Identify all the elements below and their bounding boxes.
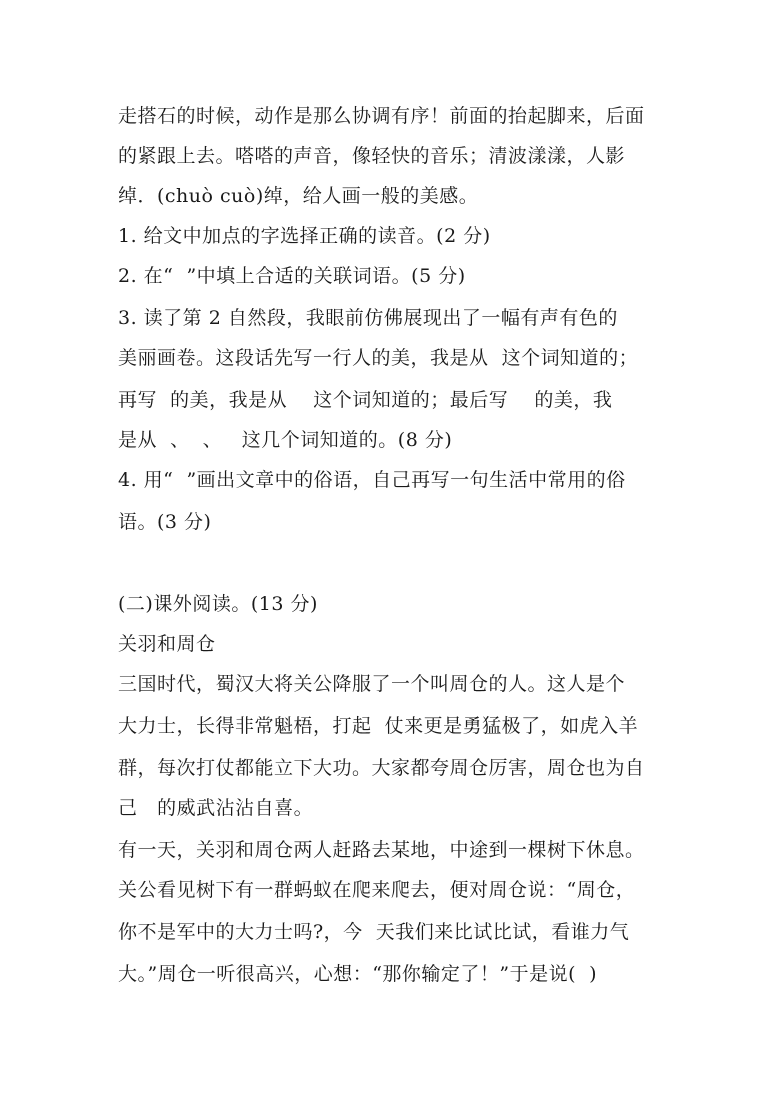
text-line: 的紧跟上去。嗒嗒的声音，像轻快的音乐；清波漾漾，人影: [118, 145, 626, 167]
story-line: 大。”周仓一听很高兴，心想：“那你输定了！”于是说( ): [118, 963, 598, 985]
story-line: 己 的威武沾沾自喜。: [118, 797, 314, 819]
section-heading: (二)课外阅读。(13 分): [118, 593, 318, 615]
story-line: 群，每次打仗都能立下大功。大家都夸周仓厉害，周仓也为自: [118, 757, 645, 779]
story-line: 关公看见树下有一群蚂蚁在爬来爬去，便对周仓说：“周仓，: [118, 879, 636, 901]
story-line: 你不是军中的大力士吗?，今 天我们来比试比试，看谁力气: [118, 921, 630, 943]
question-4: 4. 用“ ”画出文章中的俗语，自己再写一句生活中常用的俗: [118, 469, 626, 491]
story-line: 有一天，关羽和周仓两人赶路去某地，中途到一棵树下休息。: [118, 839, 645, 861]
text-line: 走搭石的时候，动作是那么协调有序！前面的抬起脚来，后面: [118, 105, 645, 127]
question-1: 1. 给文中加点的字选择正确的读音。(2 分): [118, 225, 491, 247]
text-line: 语。(3 分): [118, 511, 212, 533]
story-line: 三国时代，蜀汉大将关公降服了一个叫周仓的人。这人是个: [118, 673, 626, 695]
text-line: 再写 的美，我是从 这个词知道的；最后写 的美，我: [118, 389, 613, 411]
text-line: 绰．(chuò cuò)绰，给人画一般的美感。: [118, 185, 479, 207]
story-line: 大力士，长得非常魁梧，打起 仗来更是勇猛极了，如虎入羊: [118, 715, 639, 737]
text-line: 是从 、 、 这几个词知道的。(8 分): [118, 429, 453, 451]
text-line: 美丽画卷。这段话先写一行人的美，我是从 这个词知道的；: [118, 347, 639, 369]
story-title: 关羽和周仓: [118, 633, 216, 655]
question-3: 3. 读了第 2 自然段，我眼前仿佛展现出了一幅有声有色的: [118, 307, 618, 329]
question-2: 2. 在“ ”中填上合适的关联词语。(5 分): [118, 265, 466, 287]
